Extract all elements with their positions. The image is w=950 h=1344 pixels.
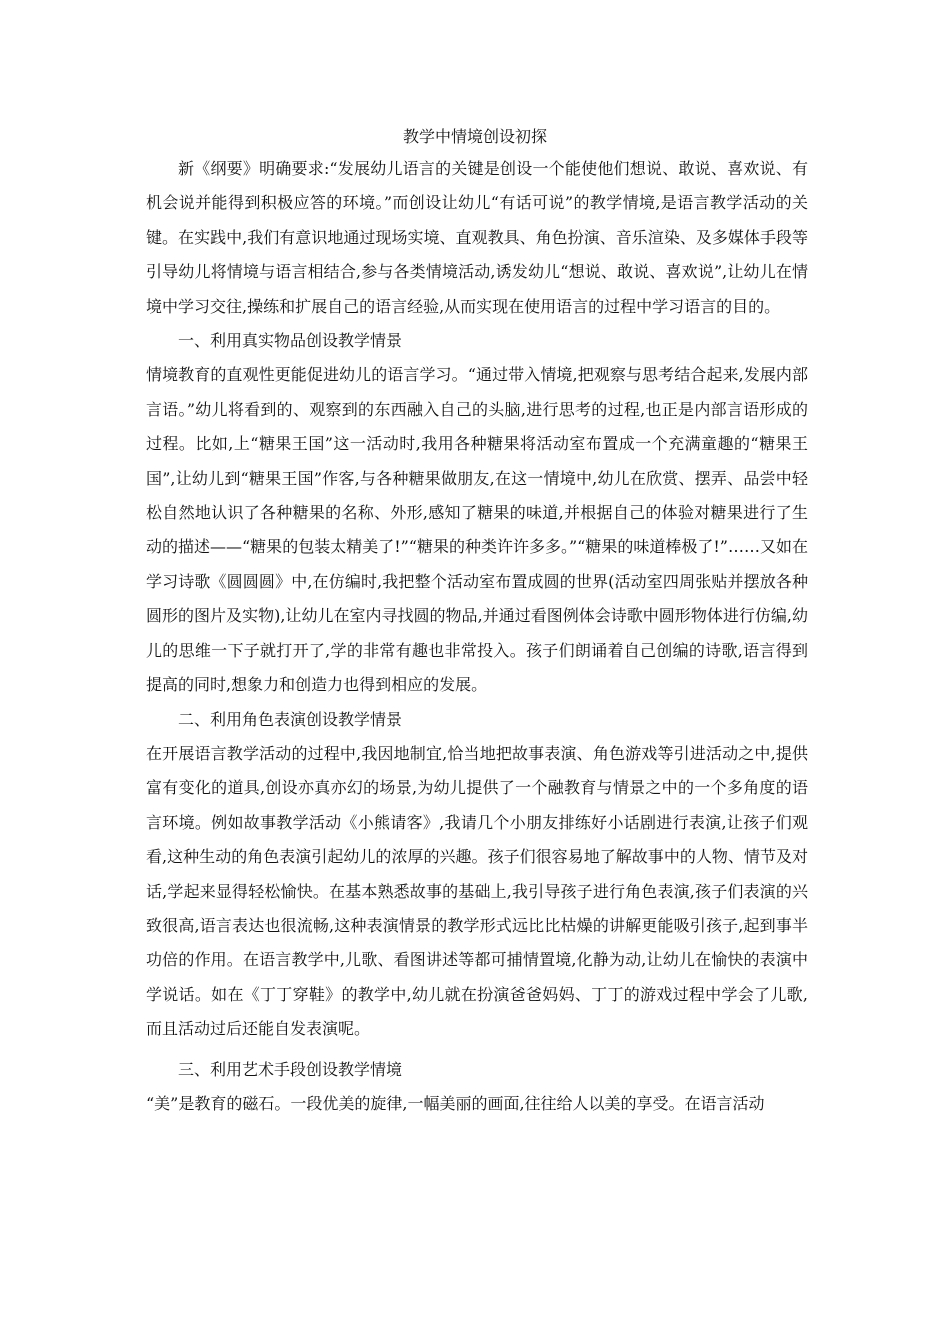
document-body [146, 152, 808, 1121]
section-body-3: “美”是教育的磁石。一段优美的旋律,一幅美丽的画面,往往给人以美的享受。在语言活动 [146, 1093, 765, 1113]
section-heading-3: 三、利用艺术手段创设教学情境 [178, 1059, 403, 1079]
section-heading-1: 一、利用真实物品创设教学情景 [178, 331, 403, 351]
section-heading-2: 二、利用角色表演创设教学情景 [178, 709, 403, 729]
intro-paragraph: 新《纲要》明确要求:“发展幼儿语言的关键是创设一个能使他们想说、敢说、喜欢说、有机会说并能得到积极应答的环境。”而创设让幼儿“有话可说”的教学情境,是语言教学活动的关键。在实践中,我们有意识地通过现场实境、直观教具、角色扮演、音乐渲染、及多媒体手段等引导幼儿将情境与语言相结合,参与各类情境活动,诱发幼儿“想说、敢说、喜欢说”,让幼儿在情境中学习交往,操练和扩展自己的语言经验,从而实现在使用语言的过程中学习语言的目的。 [146, 159, 808, 316]
section-body-2: 在开展语言教学活动的过程中,我因地制宜,恰当地把故事表演、角色游戏等引进活动之中,提供富有变化的道具,创设亦真亦幻的场景,为幼儿提供了一个融教育与情景之中的一个多角度的语言环境。例如故事教学活动《小熊请客》,我请几个小朋友排练好小话剧进行表演,让孩子们观看,这种生动的角色表演引起幼儿的浓厚的兴趣。孩子们很容易地了解故事中的人物、情节及对话,学起来显得轻松愉快。在基本熟悉故事的基础上,我引导孩子进行角色表演,孩子们表演的兴致很高,语言表达也很流畅,这种表演情景的教学形式远比比枯燥的讲解更能吸引孩子,起到事半功倍的作用。在语言教学中,儿歌、看图讲述等都可捕情置境,化静为动,让幼儿在愉快的表演中学说话。如在《丁丁穿鞋》的教学中,幼儿就在扮演爸爸妈妈、丁丁的游戏过程中学会了儿歌,而且活动过后还能自发表演呢。 [146, 743, 808, 1039]
document-title: 教学中情境创设初探 [402, 127, 547, 146]
section-body-1: 情境教育的直观性更能促进幼儿的语言学习。“通过带入情境,把观察与思考结合起来,发展内部言语。”幼儿将看到的、观察到的东西融入自己的头脑,进行思考的过程,也正是内部言语形成的过程。比如,上“糖果王国”这一活动时,我用各种糖果将活动室布置成一个充满童趣的“糖果王国”,让幼儿到“糖果王国”作客,与各种糖果做朋友,在这一情境中,幼儿在欣赏、摆弄、品尝中轻松自然地认识了各种糖果的名称、外形,感知了糖果的味道,并根据自己的体验对糖果进行了生动的描述——“糖果的包装太精美了!”“糖果的种类许许多多。”“糖果的味道棒极了!”……又如在学习诗歌《圆圆圆》中,在仿编时,我把整个活动室布置成圆的世界(活动室四周张贴并摆放各种圆形的图片及实物),让幼儿在室内寻找圆的物品,并通过看图例体会诗歌中圆形物体进行仿编,幼儿的思维一下子就打开了,学的非常有趣也非常投入。孩子们朗诵着自己创编的诗歌,语言得到提高的同时,想象力和创造力也得到相应的发展。 [146, 365, 808, 695]
